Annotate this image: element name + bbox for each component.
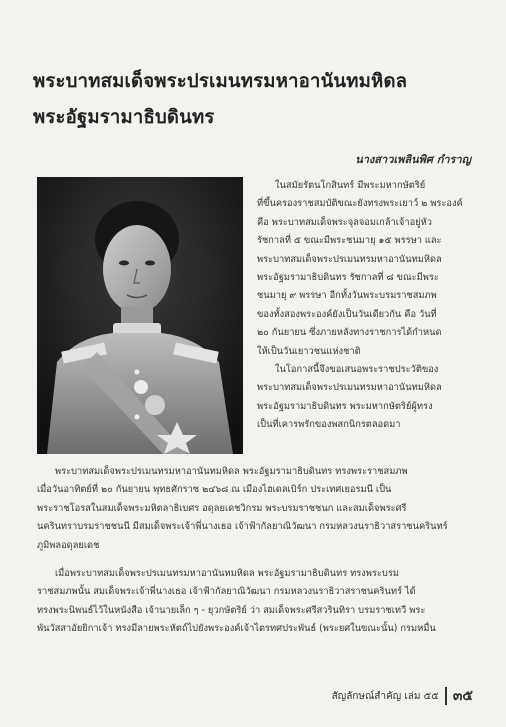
right-column-text bbox=[257, 177, 475, 435]
text-line: รัชกาลที่ ๕ ขณะมีพระชนมายุ ๑๕ พรรษา และ bbox=[257, 235, 442, 247]
text-line: เมื่อวันอาทิตย์ที่ ๒๐ กันยายน พุทธศักราช ๒๔๖๘ ณ เมืองไฮเดลเบิร์ก ประเทศเยอรมนี เป็น bbox=[37, 484, 392, 496]
text-line: เป็นที่เคารพรักของพสกนิกรตลอดมา bbox=[257, 419, 401, 431]
text-line: ในโอกาสนี้จึงขอเสนอพระราชประวัติของ bbox=[275, 364, 439, 376]
text-line: พระบาทสมเด็จพระปรเมนทรมหาอานันทมหิดล bbox=[257, 382, 442, 394]
text-line: ในสมัยรัตนโกสินทร์ มีพระมหากษัตริย์ bbox=[275, 180, 426, 191]
portrait-image bbox=[37, 177, 243, 454]
text-line: พันวัสสาอัยยิกาเจ้า ทรงมีลายพระหัตถ์ไปยังพระองค์เจ้าไตรทศประพันธ์ (พระยศในขณะนั้น) กรมหมื่น bbox=[37, 623, 436, 635]
text-line: ทรงพระนิพนธ์ไว้ในหนังสือ เจ้านายเล็ก ๆ - ยุวกษัตริย์ ว่า สมเด็จพระศรีสวรินทิรา บรมราชเทวี พระ bbox=[37, 604, 426, 616]
portrait-photo bbox=[37, 177, 243, 454]
text-line: ราชสมภพนั้น สมเด็จพระเจ้าพี่นางเธอ เจ้าฟ้ากัลยาณิวัฒนา กรมหลวงนราธิวาสราชนครินทร์ ได้ bbox=[37, 586, 416, 598]
footer-divider bbox=[445, 687, 447, 705]
text-line: คือ พระบาทสมเด็จพระจุลจอมเกล้าเจ้าอยู่หัว bbox=[257, 216, 432, 228]
article-title bbox=[33, 64, 483, 136]
text-line: เมื่อพระบาทสมเด็จพระปรเมนทรมหาอานันทมหิดล พระอัฐมรามาธิบดินทร ทรงพระบรม bbox=[55, 568, 399, 580]
text-line: พระบาทสมเด็จพระปรเมนทรมหาอานันทมหิดล พระอัฐมรามาธิบดินทร ทรงพระราชสมภพ bbox=[55, 466, 408, 477]
text-line: นครินทราบรมราชชนนี มีสมเด็จพระเจ้าพี่นางเธอ เจ้าฟ้ากัลยาณิวัฒนา กรมหลวงนราธิวาสราชนครินทร์ bbox=[37, 521, 448, 533]
text-line: ที่ขึ้นครองราชสมบัติขณะยังทรงพระเยาว์ ๒ พระองค์ bbox=[257, 198, 463, 210]
text-line: พระบาทสมเด็จพระปรเมนทรมหาอานันทมหิดล bbox=[257, 253, 442, 265]
text-line: พระอัฐมรามาธิบดินทร รัชกาลที่ ๘ ขณะมีพระ bbox=[257, 272, 439, 284]
text-line: ชนมายุ ๙ พรรษา อีกทั้งวันพระบรมราชสมภพ bbox=[257, 290, 437, 302]
page-footer bbox=[332, 685, 473, 707]
page-number: ๓๕ bbox=[452, 688, 473, 704]
text-line: ภูมิพลอดุลยเดช bbox=[37, 539, 100, 551]
text-line: พระราชโอรสในสมเด็จพระมหิตลาธิเบศร อดุลยเดชวิกรม พระบรมราชชนก และสมเด็จพระศรี bbox=[37, 502, 407, 514]
full-width-text bbox=[37, 463, 477, 639]
text-line: ๒๐ กันยายน ซึ่งภายหลังทางราชการได้กำหนด bbox=[257, 327, 442, 339]
title-line-2: พระอัฐมรามาธิบดินทร bbox=[33, 107, 215, 128]
publication-name: สัญลักษณ์สำคัญ เล่ม ๕๕ bbox=[331, 690, 439, 702]
author-name: นางสาวเพลินพิศ กำราญ bbox=[355, 153, 471, 166]
text-line: พระอัฐมรามาธิบดินทร พระมหากษัตริย์ผู้ทรง bbox=[257, 400, 433, 412]
title-line-1: พระบาทสมเด็จพระปรเมนทรมหาอานันทมหิดล bbox=[33, 71, 408, 92]
text-line: ของทั้งสองพระองค์ยังเป็นวันเดียวกัน คือ วันที่ bbox=[257, 308, 437, 320]
text-line: ให้เป็นวันเยาวชนแห่งชาติ bbox=[257, 345, 361, 357]
